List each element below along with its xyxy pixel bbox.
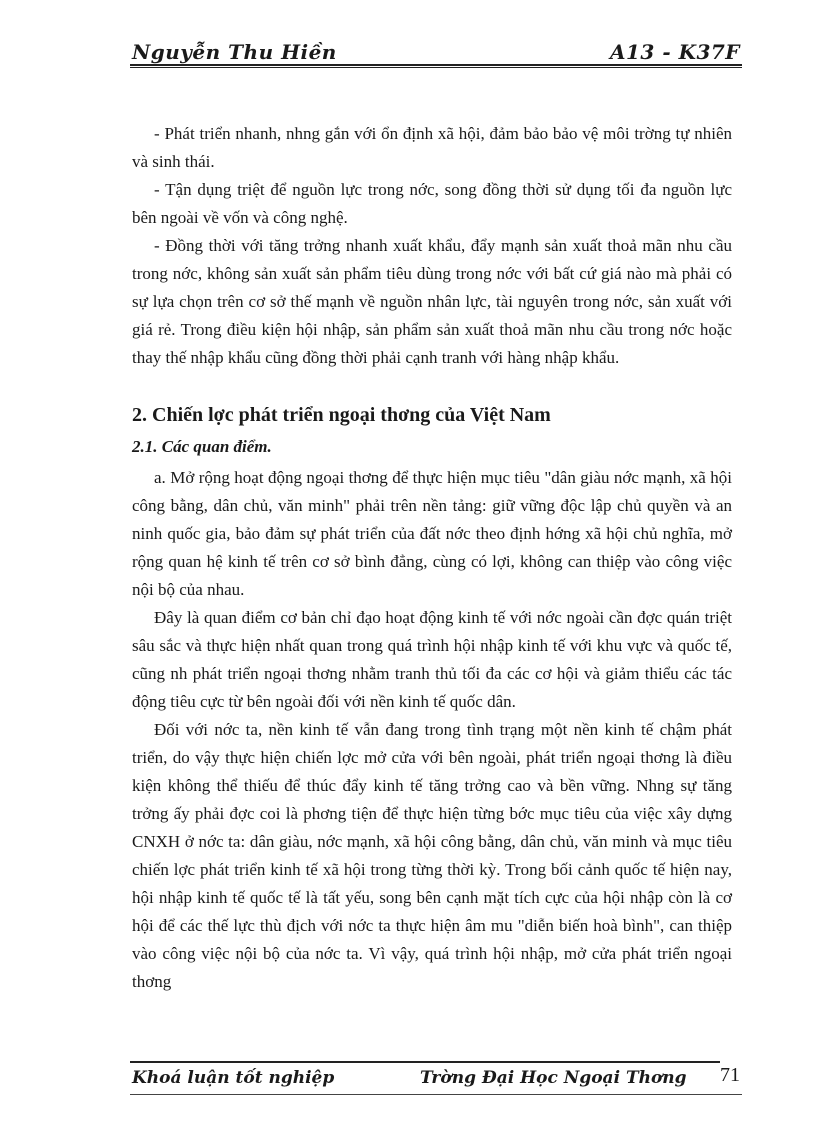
footer-rule-thin <box>130 1094 742 1095</box>
header-author: Nguyễn Thu Hiền <box>132 40 337 64</box>
paragraph: a. Mở rộng hoạt động ngoại thơng để thực hiện mục tiêu "dân giàu nớc mạnh, xã hội công bằng, dân chủ, văn minh" phải trên nền tảng: giữ vững độc lập chủ quyền và an ninh quốc gia, bảo đảm sự phát triển của đất nớc theo định hớng xã hội chủ nghĩa, mở rộng quan hệ kinh tế trên cơ sở bình đẳng, cùng có lợi, không can thiệp vào công việc nội bộ của nhau. <box>132 468 732 599</box>
header-rule <box>130 64 742 66</box>
paragraph: - Phát triển nhanh, nhng gắn với ổn định xã hội, đảm bảo bảo vệ môi trờng tự nhiên và sinh thái. <box>132 124 732 171</box>
paragraph: - Đồng thời với tăng trởng nhanh xuất khẩu, đẩy mạnh sản xuất thoả mãn nhu cầu trong nớc, không sản xuất sản phẩm tiêu dùng trong nớc với bất cứ giá nào mà phải có sự lựa chọn trên cơ sở thế mạnh về nguồn nhân lực, tài nguyên trong nớc, sản xuất với giá rẻ. Trong điều kiện hội nhập, sản phẩm sản xuất thoả mãn nhu cầu trong nớc hoặc thay thế nhập khẩu cũng đồng thời phải cạnh tranh với hàng nhập khẩu. <box>132 236 732 367</box>
paragraph: - Tận dụng triệt để nguồn lực trong nớc, song đồng thời sử dụng tối đa nguồn lực bên ngoài về vốn và công nghệ. <box>132 180 732 227</box>
header-class: A13 - K37F <box>610 40 740 64</box>
section-title: 2. Chiến lợc phát triển ngoại thơng của Việt Nam <box>132 404 551 426</box>
subsection-title: 2.1. Các quan điểm. <box>132 437 272 456</box>
footer-rule <box>130 1061 720 1063</box>
page-number: 71 <box>720 1064 740 1086</box>
paragraph: Đây là quan điểm cơ bản chỉ đạo hoạt động kinh tế với nớc ngoài cần đợc quán triệt sâu sắc và thực hiện nhất quan trong quá trình hội nhập kinh tế với khu vực và quốc tế, cũng nh phát triển ngoại thơng nhằm tranh thủ tối đa các cơ hội và giảm thiểu các tác động tiêu cực từ bên ngoài đối với nền kinh tế quốc dân. <box>132 608 732 711</box>
footer-university: Trờng Đại Học Ngoại Thơng <box>420 1068 687 1088</box>
paragraph: Đối với nớc ta, nền kinh tế vẫn đang trong tình trạng một nền kinh tế chậm phát triển, do vậy thực hiện chiến lợc mở cửa với bên ngoài, phát triển ngoại thơng là điều kiện không thể thiếu để thúc đẩy kinh tế tăng trởng cao và bền vững. Nhng sự tăng trởng ấy phải đợc coi là phơng tiện để thực hiện từng bớc mục tiêu của việc xây dựng CNXH ở nớc ta: dân giàu, nớc mạnh, xã hội công bằng, dân chủ, văn minh và mục tiêu chiến lợc phát triển kinh tế xã hội trong từng thời kỳ. Trong bối cảnh quốc tế hiện nay, hội nhập kinh tế quốc tế là tất yếu, song bên cạnh mặt tích cực của hội nhập còn là cơ hội để các thế lực thù địch với nớc ta thực hiện âm mu "diễn biến hoà bình", can thiệp vào công việc nội bộ của nớc ta. Vì vậy, quá trình hội nhập, mở cửa phát triển ngoại thơng <box>132 720 732 991</box>
footer-thesis-label: Khoá luận tốt nghiệp <box>132 1068 335 1088</box>
header-rule-thin <box>130 67 742 68</box>
body-bottom <box>132 464 732 996</box>
body-top <box>132 120 732 372</box>
